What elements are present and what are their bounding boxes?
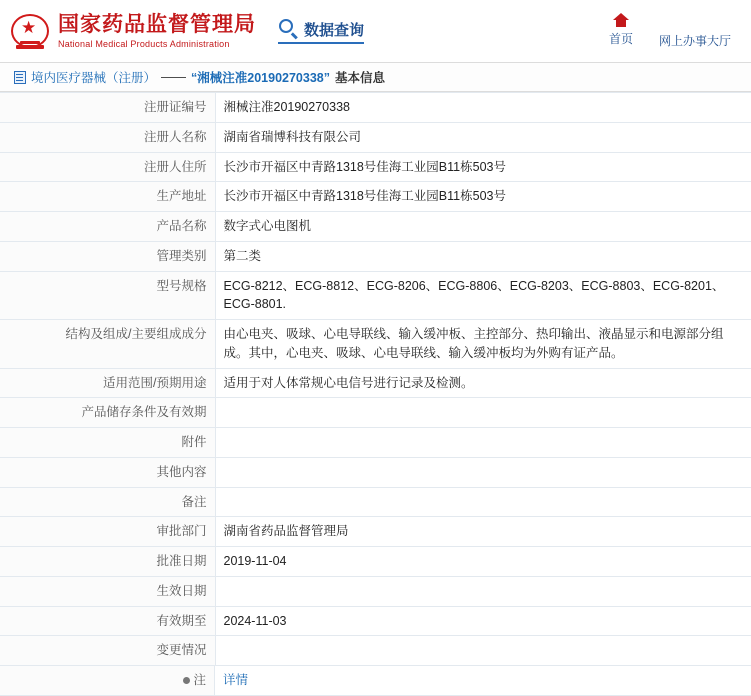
table-row-value: [215, 636, 751, 666]
brand-logo[interactable]: [10, 11, 256, 51]
table-row-value: [215, 457, 751, 487]
table-row-label: 产品储存条件及有效期: [0, 398, 215, 428]
table-row-value: [215, 487, 751, 517]
note-label: 注: [193, 673, 206, 687]
table-row: [0, 457, 751, 487]
table-row: [0, 398, 751, 428]
table-row: [0, 576, 751, 606]
table-row-label: 适用范围/预期用途: [0, 368, 215, 398]
table-row: [0, 212, 751, 242]
table-row-value: 湖南省瑞博科技有限公司: [223, 129, 362, 144]
table-row-value: [215, 428, 751, 458]
table-row: [0, 152, 751, 182]
search-icon: [278, 18, 300, 40]
table-row-value: 适用于对人体常规心电信号进行记录及检测。: [223, 375, 474, 390]
nav-item-home[interactable]: [609, 13, 633, 47]
table-row-label: 管理类别: [0, 241, 215, 271]
table-row: [0, 320, 751, 369]
table-row: [0, 636, 751, 666]
page-header: [0, 0, 751, 62]
nav-item-service-hall[interactable]: [659, 13, 731, 49]
home-icon: [613, 13, 629, 27]
table-row-value: [215, 398, 751, 428]
table-row: [0, 122, 751, 152]
breadcrumb-separator: ——: [161, 70, 187, 84]
table-row: [0, 606, 751, 636]
table-row-label: 注册人名称: [0, 122, 215, 152]
table-row-value: 湘械注准20190270338: [215, 93, 751, 123]
table-row: [0, 93, 751, 123]
table-row: [0, 517, 751, 547]
table-row-value: 湖南省药品监督管理局: [223, 524, 349, 539]
bullet-icon: [183, 677, 190, 684]
table-row-label: 其他内容: [0, 457, 215, 487]
table-row-value: 由心电夹、吸球、心电导联线、输入缓冲板、主控部分、热印输出、液晶显示和电源部分组成。其中，心电夹、吸球、心电导联线、输入缓冲板均为外购有证产品。: [223, 327, 724, 360]
brand-titles: [58, 13, 256, 49]
table-row-label: 变更情况: [0, 636, 215, 666]
breadcrumb: [0, 62, 751, 92]
table-row: [0, 241, 751, 271]
record-detail-table: [0, 92, 751, 696]
table-row-label: 批准日期: [0, 547, 215, 577]
table-row-label: 有效期至: [0, 606, 215, 636]
table-row-label: 注册证编号: [0, 93, 215, 123]
table-row-label: 生效日期: [0, 576, 215, 606]
document-icon: [14, 71, 26, 84]
nav-item-service-hall-label: 网上办事大厅: [658, 34, 731, 48]
breadcrumb-suffix: 基本信息: [335, 71, 386, 85]
table-row-value: 2024-11-03: [223, 613, 287, 628]
table-row-label: 型号规格: [0, 271, 215, 320]
table-row: [0, 368, 751, 398]
table-row-value: 2019-11-04: [223, 554, 287, 568]
table-row: [0, 487, 751, 517]
table-row-label: 审批部门: [0, 517, 215, 547]
note-value-cell: [215, 666, 751, 696]
data-query-label: 数据查询: [304, 21, 365, 39]
table-row: [0, 271, 751, 320]
table-row-value: ECG-8212、ECG-8812、ECG-8206、ECG-8806、ECG-8203、ECG-8803、ECG-8201、ECG-8801.: [223, 278, 725, 312]
table-row: [0, 547, 751, 577]
note-label-cell: [0, 666, 215, 695]
detail-link[interactable]: 详情: [223, 673, 249, 687]
table-row-label: 附件: [0, 428, 215, 458]
note-row: [0, 666, 751, 696]
table-row-value: 第二类: [223, 248, 262, 263]
org-title-en: National Medical Products Administration: [58, 38, 230, 49]
national-emblem-icon: ★: [10, 11, 50, 51]
header-nav: [609, 13, 737, 49]
table-row: [0, 428, 751, 458]
org-title-cn: 国家药品监督管理局: [58, 12, 256, 36]
table-row-label: 结构及组成/主要组成成分: [0, 320, 215, 369]
table-row-label: 产品名称: [0, 212, 215, 242]
table-row-label: 备注: [0, 487, 215, 517]
data-query-tab[interactable]: [278, 18, 364, 44]
table-row-value: 长沙市开福区中青路1318号佳海工业园B11栋503号: [223, 189, 506, 204]
table-row: [0, 182, 751, 212]
table-row-value: [215, 576, 751, 606]
breadcrumb-record: “湘械注准20190270338”: [191, 71, 330, 85]
table-row-label: 生产地址: [0, 182, 215, 212]
breadcrumb-category[interactable]: 境内医疗器械（注册）: [31, 71, 157, 85]
nav-item-home-label: 首页: [608, 32, 633, 46]
record-detail-table-wrapper: [0, 92, 751, 696]
table-row-value: 数字式心电图机: [223, 219, 312, 233]
table-row-value: 长沙市开福区中青路1318号佳海工业园B11栋503号: [223, 159, 506, 174]
table-row-label: 注册人住所: [0, 152, 215, 182]
